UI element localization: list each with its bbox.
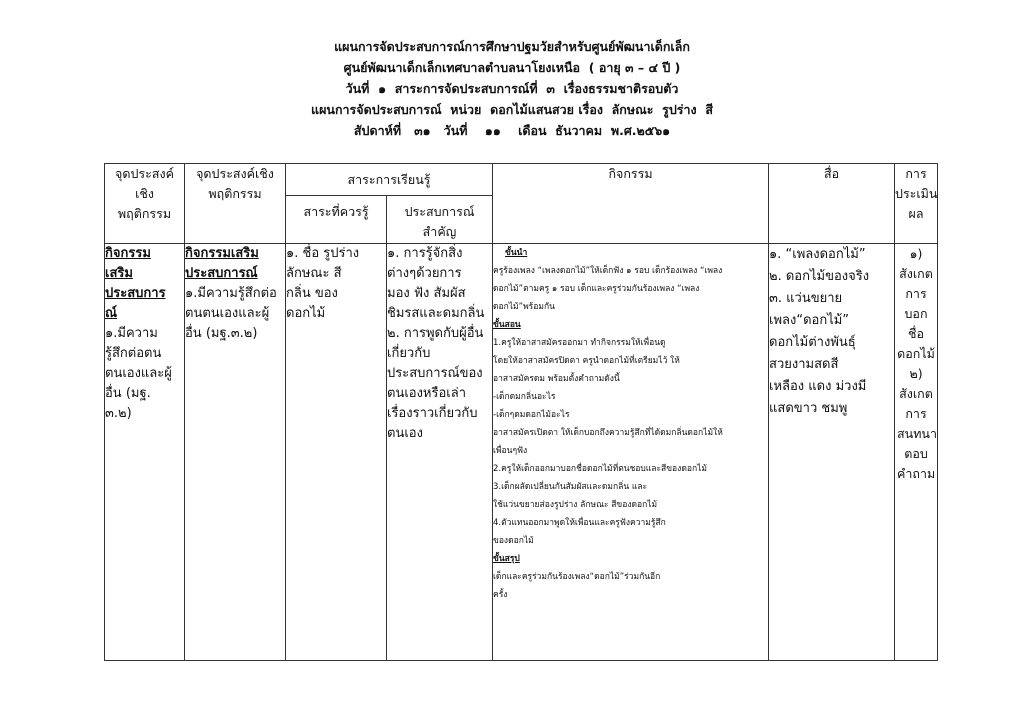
objective-1-title-line: ณ์ bbox=[105, 306, 118, 321]
objective-1-body-line: รู้สึกต่อตน bbox=[105, 346, 162, 361]
experience-line: ต่างๆด้วยการ bbox=[387, 266, 462, 281]
activity-main-line: เพื่อนๆฟัง bbox=[493, 446, 528, 456]
knowledge-line: ลักษณะ สี bbox=[286, 266, 342, 281]
objective-cell-2 bbox=[185, 244, 286, 661]
evaluation-line: ๑) bbox=[909, 246, 923, 261]
header-objective-1-line: พฤติกรรม bbox=[117, 206, 172, 221]
objective-1-body-line: ตนเองและผู้ bbox=[105, 366, 172, 381]
objective-2-title-line: ประสบการณ์ bbox=[185, 266, 258, 281]
activity-conclude-line: เด็กและครูร่วมกันร้องเพลง“ดอกไม้”ร่วมกันอีก bbox=[493, 572, 661, 582]
evaluation-line: ตอบ bbox=[904, 446, 928, 461]
evaluation-line: คำถาม bbox=[897, 466, 936, 481]
activity-conclude-line: ครั้ง bbox=[493, 590, 508, 600]
media-cell bbox=[769, 244, 895, 661]
objective-cell-1 bbox=[105, 244, 185, 661]
evaluation-line: สังเกต bbox=[899, 266, 933, 281]
evaluation-line: การ bbox=[905, 286, 927, 301]
knowledge-line: ดอกไม้ bbox=[286, 306, 326, 321]
header-objective-2 bbox=[185, 164, 286, 244]
header-knowledge: สาระที่ควรรู้ bbox=[286, 196, 387, 244]
activity-main-title: ขั้นสอน bbox=[493, 320, 521, 330]
activity-main-line: 4.ตัวแทนออกมาพูดให้เพื่อนและครูฟังความรู้สึก bbox=[493, 518, 666, 528]
experience-line: เกี่ยวกับ bbox=[387, 346, 431, 361]
header-line-2: ศูนย์พัฒนาเด็กเล็กเทศบาลตำบลนาโยงเหนือ ( อายุ ๓ – ๔ ปี ) bbox=[343, 60, 681, 75]
header-media: สื่อ bbox=[769, 164, 895, 244]
document-header bbox=[0, 36, 1024, 141]
experience-line: ๑. การรู้จักสิ่ง bbox=[387, 246, 463, 261]
media-line: ดอกไม้ต่างพันธุ์ bbox=[769, 335, 856, 350]
header-objective-1-line: เชิง bbox=[135, 186, 154, 201]
header-line-1: แผนการจัดประสบการณ์การศึกษาปฐมวัยสำหรับศูนย์พัฒนาเด็กเล็ก bbox=[334, 39, 690, 54]
objective-2-body-line: อื่น (มฐ.๓.๒) bbox=[185, 326, 258, 341]
objective-1-body-line: อื่น (มฐ. bbox=[105, 386, 151, 401]
experience-line: มอง ฟัง สัมผัส bbox=[387, 286, 466, 301]
media-line: ๓. แว่นขยาย bbox=[769, 291, 843, 306]
objective-1-title-line: กิจกรรม bbox=[105, 246, 151, 261]
objective-2-title-line: กิจกรรมเสริม bbox=[185, 246, 259, 261]
media-line: เหลือง แดง ม่วงมี bbox=[769, 379, 867, 394]
header-evaluation-line: การ bbox=[905, 166, 927, 181]
activity-main-line: 3.เด็กผลัดเปลี่ยนกันสัมผัสและดมกลิ่น และ bbox=[493, 482, 648, 492]
media-line: ๒. ดอกไม้ของจริง bbox=[769, 269, 870, 284]
header-experience-line: ประสบการณ์ bbox=[404, 204, 475, 219]
objective-1-title-line: ประสบการ bbox=[105, 286, 166, 301]
knowledge-line: กลิ่น ของ bbox=[286, 286, 338, 301]
experience-line: ตนเอง bbox=[387, 426, 423, 441]
header-line-5: สัปดาห์ที่ ๓๑ วันที่ ๑๑ เดือน ธันวาคม พ.ศ.๒๕๖๑ bbox=[353, 123, 671, 138]
objective-2-body-line: ๑.มีความรู้สึกต่อ bbox=[185, 286, 277, 301]
experience-line: ชิมรสและดมกลิ่น bbox=[387, 306, 485, 321]
lesson-plan-table bbox=[104, 163, 938, 661]
header-learning-content: สาระการเรียนรู้ bbox=[286, 164, 493, 196]
header-line-3: วันที่ ๑ สาระการจัดประสบการณ์ที่ ๓ เรื่องธรรมชาติรอบตัว bbox=[345, 81, 679, 96]
activity-main-line: โดยให้อาสาสมัครปิดตา ครูนำดอกไม้ที่เตรียมไว้ ให้ bbox=[493, 356, 680, 366]
header-line-4: แผนการจัดประสบการณ์ หน่วย ดอกไม้แสนสวย เรื่อง ลักษณะ รูปร่าง สี bbox=[311, 102, 713, 117]
media-line: เพลง“ดอกไม้” bbox=[769, 313, 850, 328]
evaluation-line: สังเกต bbox=[899, 386, 933, 401]
objective-1-body-line: ๓.๒) bbox=[105, 406, 132, 421]
objective-1-title-line: เสริม bbox=[105, 266, 133, 281]
header-experience bbox=[387, 196, 493, 244]
activity-main-line: ใช้แว่นขยายส่องรูปร่าง ลักษณะ สีของดอกไม้ bbox=[493, 500, 658, 510]
header-evaluation-line: ผล bbox=[908, 206, 924, 221]
header-objective-2-line: จุดประสงค์เชิง bbox=[196, 166, 274, 181]
experience-line: ประสบการณ์ของ bbox=[387, 366, 483, 381]
media-line: สวยงามสดสี bbox=[769, 357, 839, 372]
knowledge-line: ๑. ชื่อ รูปร่าง bbox=[286, 246, 360, 261]
header-objective-2-line: พฤติกรรม bbox=[208, 186, 262, 201]
media-line: ๑. “เพลงดอกไม้” bbox=[769, 247, 866, 262]
header-objective-1 bbox=[105, 164, 185, 244]
activity-main-line: 1.ครูให้อาสาสมัครออกมา ทำกิจกรรมให้เพื่อนดู bbox=[493, 338, 666, 348]
evaluation-line: ๒) bbox=[909, 366, 923, 381]
knowledge-cell bbox=[286, 244, 387, 661]
evaluation-line: สนทนา bbox=[897, 426, 937, 441]
header-evaluation bbox=[895, 164, 938, 244]
header-objective-1-line: จุดประสงค์ bbox=[115, 166, 174, 181]
activity-main-line: -เด็กดมกลิ่นอะไร bbox=[493, 392, 556, 402]
evaluation-line: การ bbox=[905, 406, 927, 421]
header-evaluation-line: ประเมิน bbox=[895, 186, 938, 201]
activity-main-line: อาสาสมัครเปิดตา ให้เด็กบอกถึงความรู้สึกที่ได้ดมกลิ่นดอกไม้ให้ bbox=[493, 428, 723, 438]
objective-2-body-line: ตนตนเองและผู้ bbox=[185, 306, 270, 321]
activity-main-line: อาสาสมัครดม พร้อมตั้งคำถามดังนี้ bbox=[493, 374, 620, 384]
evaluation-line: บอกชื่อ bbox=[904, 306, 928, 341]
activity-intro-line: ดอกไม้”ตามครู ๑ รอบ เด็กและครูร่วมกันร้องเพลง “เพลง bbox=[493, 284, 700, 294]
activity-conclude-title: ขั้นสรุป bbox=[493, 554, 520, 564]
header-experience-line: สำคัญ bbox=[422, 224, 457, 239]
evaluation-cell bbox=[895, 244, 938, 661]
experience-line: ๒. การพูดกับผู้อื่น bbox=[387, 326, 484, 341]
activity-main-line: 2.ครูให้เด็กออกมาบอกชื่อดอกไม้ที่ตนชอบและสีของดอกไม้ bbox=[493, 464, 707, 474]
objective-1-body-line: ๑.มีความ bbox=[105, 326, 158, 341]
activity-intro-line: ครูร้องเพลง “เพลงดอกไม้”ให้เด็กฟัง ๑ รอบ เด็กร้องเพลง “เพลง bbox=[493, 266, 723, 276]
activity-intro-line: ดอกไม้”พร้อมกัน bbox=[493, 302, 555, 312]
experience-line: เรื่องราวเกี่ยวกับ bbox=[387, 406, 478, 421]
activity-intro-title: ขั้นนำ bbox=[505, 248, 528, 258]
evaluation-line: ดอกไม้ bbox=[897, 346, 935, 361]
activity-cell bbox=[493, 244, 769, 661]
experience-cell bbox=[387, 244, 493, 661]
activity-main-line: -เด็กๆดมดอกไม้อะไร bbox=[493, 410, 570, 420]
media-line: แสดขาว ชมพู bbox=[769, 401, 848, 416]
experience-line: ตนเองหรือเล่า bbox=[387, 386, 466, 401]
header-activity: กิจกรรม bbox=[493, 164, 769, 244]
activity-main-line: ของดอกไม้ bbox=[493, 536, 534, 546]
